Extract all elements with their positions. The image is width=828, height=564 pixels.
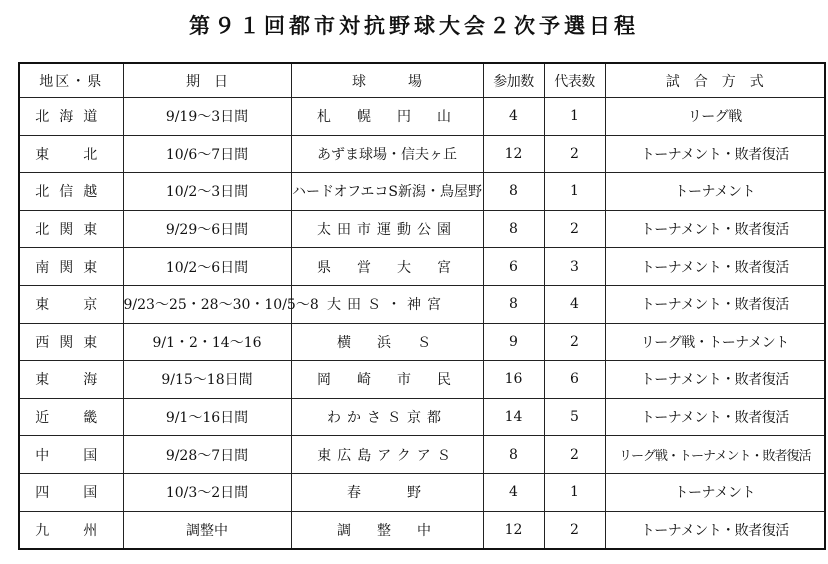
cell-region: 東 京 [19,285,123,323]
table-row [19,398,825,436]
cell-entries: 4 [483,473,544,511]
cell-venue: 大田Ｓ・神宮 [291,285,483,323]
table-header-row [19,63,825,98]
cell-format: リーグ戦 [605,98,825,136]
cell-period: 10/2～6日間 [123,248,291,286]
cell-region: 四 国 [19,473,123,511]
cell-period: 10/2～3日間 [123,173,291,211]
cell-period: 9/15～18日間 [123,361,291,399]
cell-region: 北関東 [19,210,123,248]
table-row [19,473,825,511]
cell-region: 九 州 [19,511,123,549]
cell-venue: 太田市運動公園 [291,210,483,248]
cell-period: 10/3～2日間 [123,473,291,511]
cell-reps: 2 [544,511,605,549]
header-reps: 代表数 [544,63,605,98]
cell-entries: 9 [483,323,544,361]
cell-reps: 6 [544,361,605,399]
cell-reps: 1 [544,473,605,511]
cell-period: 調整中 [123,511,291,549]
cell-reps: 3 [544,248,605,286]
cell-entries: 12 [483,511,544,549]
header-period: 期 日 [123,63,291,98]
cell-entries: 14 [483,398,544,436]
cell-venue: 県 営 大 宮 [291,248,483,286]
cell-format: リーグ戦・トーナメント [605,323,825,361]
cell-entries: 8 [483,210,544,248]
cell-venue: 春 野 [291,473,483,511]
cell-venue: 調 整 中 [291,511,483,549]
cell-period: 10/6～7日間 [123,135,291,173]
cell-region: 東 海 [19,361,123,399]
cell-entries: 12 [483,135,544,173]
cell-period: 9/29～6日間 [123,210,291,248]
table-row [19,173,825,211]
cell-entries: 6 [483,248,544,286]
cell-period: 9/1～16日間 [123,398,291,436]
cell-entries: 8 [483,173,544,211]
cell-format: トーナメント・敗者復活 [605,135,825,173]
cell-reps: 4 [544,285,605,323]
cell-reps: 2 [544,135,605,173]
table-row [19,248,825,286]
header-entries: 参加数 [483,63,544,98]
table-row [19,285,825,323]
cell-period: 9/23～25・28～30・10/5～8 [123,285,291,323]
cell-format: リーグ戦・トーナメント・敗者復活 [605,436,825,474]
cell-period: 9/28～7日間 [123,436,291,474]
table-row [19,135,825,173]
cell-region: 近 畿 [19,398,123,436]
cell-venue: 東広島アクアＳ [291,436,483,474]
cell-region: 北海道 [19,98,123,136]
schedule-table [18,62,826,550]
cell-reps: 2 [544,436,605,474]
cell-reps: 1 [544,98,605,136]
cell-period: 9/19～3日間 [123,98,291,136]
cell-format: トーナメント [605,473,825,511]
cell-region: 西関東 [19,323,123,361]
table-row [19,436,825,474]
cell-entries: 8 [483,285,544,323]
cell-venue: 札 幌 円 山 [291,98,483,136]
cell-reps: 2 [544,210,605,248]
cell-venue: 岡 崎 市 民 [291,361,483,399]
table-row [19,361,825,399]
cell-venue: 横 浜 Ｓ [291,323,483,361]
cell-venue: あずま球場・信夫ヶ丘 [291,135,483,173]
cell-entries: 8 [483,436,544,474]
cell-format: トーナメント [605,173,825,211]
cell-format: トーナメント・敗者復活 [605,248,825,286]
cell-entries: 4 [483,98,544,136]
cell-entries: 16 [483,361,544,399]
header-venue: 球 場 [291,63,483,98]
cell-region: 東 北 [19,135,123,173]
cell-period: 9/1・2・14～16 [123,323,291,361]
cell-venue: ハードオフエコS新潟・鳥屋野 [291,173,483,211]
cell-format: トーナメント・敗者復活 [605,511,825,549]
cell-format: トーナメント・敗者復活 [605,210,825,248]
cell-format: トーナメント・敗者復活 [605,398,825,436]
table-row [19,210,825,248]
cell-region: 南関東 [19,248,123,286]
page-title: 第９１回都市対抗野球大会２次予選日程 [189,14,639,38]
cell-reps: 1 [544,173,605,211]
table-row [19,323,825,361]
table-row [19,511,825,549]
header-format: 試 合 方 式 [605,63,825,98]
cell-format: トーナメント・敗者復活 [605,361,825,399]
cell-format: トーナメント・敗者復活 [605,285,825,323]
cell-region: 北信越 [19,173,123,211]
cell-reps: 2 [544,323,605,361]
header-region: 地区・県 [19,63,123,98]
cell-region: 中 国 [19,436,123,474]
table-row [19,98,825,136]
cell-venue: わかさＳ京都 [291,398,483,436]
cell-reps: 5 [544,398,605,436]
